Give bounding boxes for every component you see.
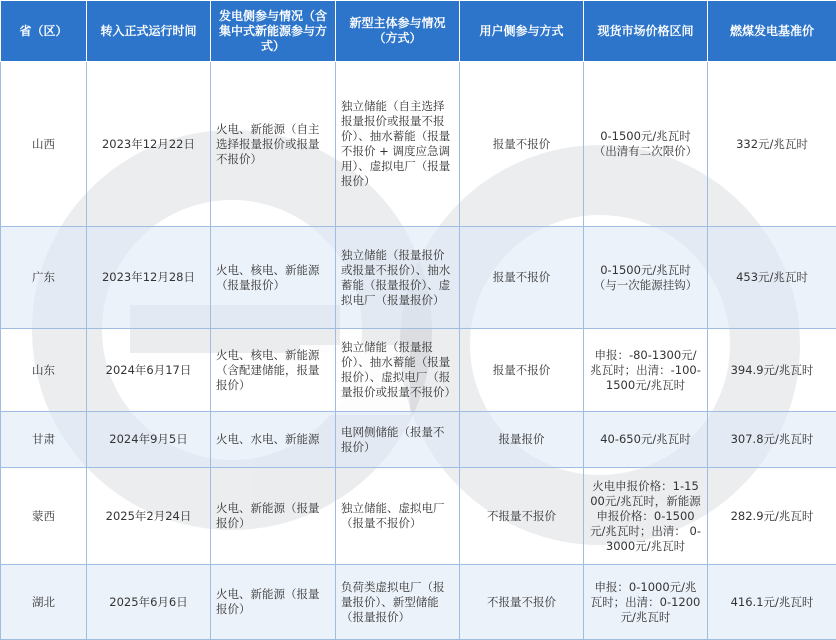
cell-benchmark: 332元/兆瓦时	[708, 62, 836, 227]
cell-price-range: 火电申报价格：1-1500元/兆瓦时，新能源申报价格：0-1500元/兆瓦时；出清： 0-3000元/兆瓦时	[584, 468, 708, 565]
table-row	[1, 227, 836, 329]
header-user-side: 用户侧参与方式	[460, 1, 584, 62]
header-price-range: 现货市场价格区间	[584, 1, 708, 62]
cell-benchmark: 394.9元/兆瓦时	[708, 329, 836, 412]
cell-new-entities: 负荷类虚拟电厂（报量报价）、新型储能（报量报价）	[336, 565, 460, 640]
table-row	[1, 329, 836, 412]
header-start-date: 转入正式运行时间	[87, 1, 211, 62]
cell-start-date: 2024年6月17日	[87, 329, 211, 412]
cell-user-side: 报量不报价	[460, 227, 584, 329]
table-header-row	[1, 1, 836, 62]
cell-price-range: 40-650元/兆瓦时	[584, 412, 708, 468]
cell-province: 山东	[1, 329, 87, 412]
cell-benchmark: 453元/兆瓦时	[708, 227, 836, 329]
cell-generation: 火电、核电、新能源（报量报价）	[211, 227, 336, 329]
cell-price-range: 申报：0-1000元/兆瓦时；出清：0-1200元/兆瓦时	[584, 565, 708, 640]
cell-generation: 火电、新能源（自主选择报量报价或报量不报价）	[211, 62, 336, 227]
cell-user-side: 报量报价	[460, 412, 584, 468]
cell-price-range: 0-1500元/兆瓦时（出清有二次限价）	[584, 62, 708, 227]
table-row	[1, 412, 836, 468]
cell-generation: 火电、水电、新能源	[211, 412, 336, 468]
table-row	[1, 62, 836, 227]
cell-new-entities: 独立储能（报量报价或报量不报价）、抽水蓄能（报量报价）、虚拟电厂（报量报价）	[336, 227, 460, 329]
cell-user-side: 报量不报价	[460, 329, 584, 412]
header-benchmark: 燃煤发电基准价	[708, 1, 836, 62]
cell-price-range: 申报：-80-1300元/兆瓦时；出清：-100-1500元/兆瓦时	[584, 329, 708, 412]
header-new-entities: 新型主体参与情况（方式）	[336, 1, 460, 62]
cell-start-date: 2023年12月22日	[87, 62, 211, 227]
cell-user-side: 不报量不报价	[460, 565, 584, 640]
cell-start-date: 2025年2月24日	[87, 468, 211, 565]
cell-start-date: 2023年12月28日	[87, 227, 211, 329]
cell-benchmark: 307.8元/兆瓦时	[708, 412, 836, 468]
cell-generation: 火电、核电、新能源（含配建储能，报量报价）	[211, 329, 336, 412]
cell-province: 广东	[1, 227, 87, 329]
table-row	[1, 565, 836, 640]
cell-start-date: 2025年6月6日	[87, 565, 211, 640]
cell-province: 甘肃	[1, 412, 87, 468]
cell-generation: 火电、新能源（报量报价）	[211, 565, 336, 640]
cell-user-side: 报量不报价	[460, 62, 584, 227]
cell-start-date: 2024年9月5日	[87, 412, 211, 468]
cell-user-side: 不报量不报价	[460, 468, 584, 565]
cell-benchmark: 416.1元/兆瓦时	[708, 565, 836, 640]
cell-province: 湖北	[1, 565, 87, 640]
cell-province: 蒙西	[1, 468, 87, 565]
cell-price-range: 0-1500元/兆瓦时（与一次能源挂钩）	[584, 227, 708, 329]
header-province: 省（区）	[1, 1, 87, 62]
cell-benchmark: 282.9元/兆瓦时	[708, 468, 836, 565]
cell-new-entities: 电网侧储能（报量不报价）	[336, 412, 460, 468]
cell-new-entities: 独立储能、虚拟电厂（报量不报价）	[336, 468, 460, 565]
table-row	[1, 468, 836, 565]
cell-new-entities: 独立储能（报量报价）、抽水蓄能（报量报价）、虚拟电厂（报量报价或报量不报价）	[336, 329, 460, 412]
cell-new-entities: 独立储能（自主选择报量报价或报量不报价）、抽水蓄能（报量不报价 + 调度应急调用）、虚拟电厂（报量报价）	[336, 62, 460, 227]
cell-generation: 火电、新能源（报量报价）	[211, 468, 336, 565]
header-generation: 发电侧参与情况（含集中式新能源参与方式）	[211, 1, 336, 62]
cell-province: 山西	[1, 62, 87, 227]
